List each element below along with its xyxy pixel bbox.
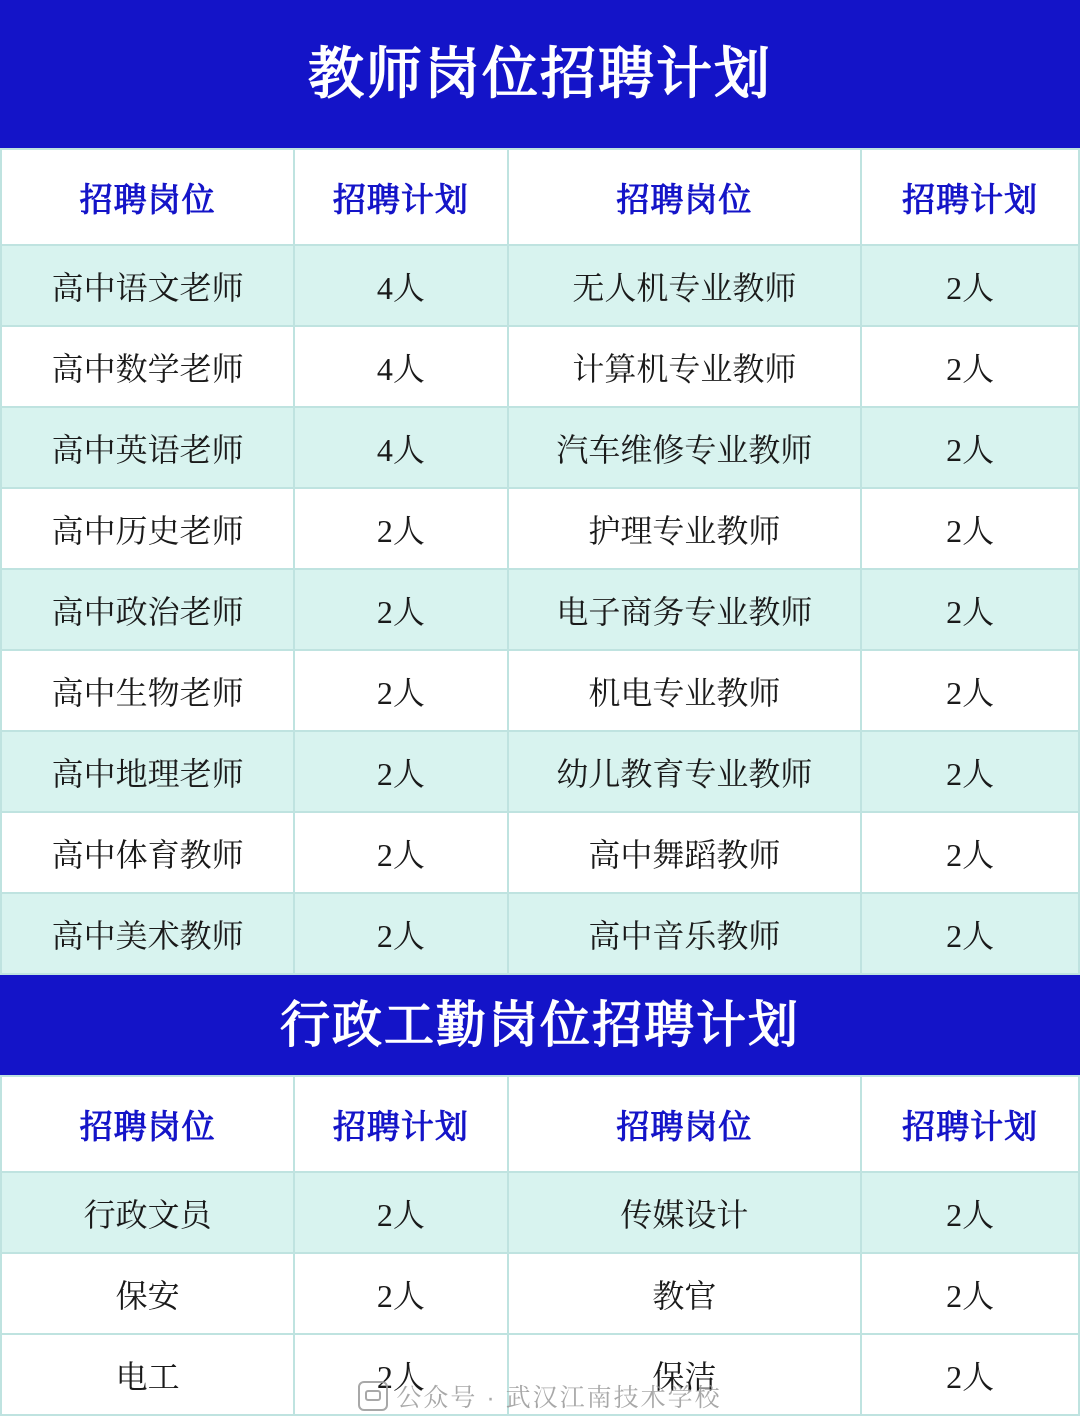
table-row bbox=[1, 1253, 1079, 1334]
cell-position-left: 高中语文老师 bbox=[1, 245, 294, 326]
cell-position-left: 高中政治老师 bbox=[1, 569, 294, 650]
column-header-count-2: 招聘计划 bbox=[861, 149, 1079, 245]
column-header-position-1: 招聘岗位 bbox=[1, 149, 294, 245]
cell-position-left: 电工 bbox=[1, 1334, 294, 1415]
cell-count-left: 2人 bbox=[294, 731, 507, 812]
table-header-row bbox=[1, 149, 1079, 245]
cell-count-left: 2人 bbox=[294, 1172, 507, 1253]
cell-position-right: 高中舞蹈教师 bbox=[508, 812, 862, 893]
admin-section-banner: 行政工勤岗位招聘计划 bbox=[0, 975, 1080, 1075]
cell-count-left: 2人 bbox=[294, 1334, 507, 1415]
cell-count-right: 2人 bbox=[861, 1334, 1079, 1415]
cell-count-left: 2人 bbox=[294, 650, 507, 731]
cell-count-left: 4人 bbox=[294, 245, 507, 326]
teacher-section-banner: 教师岗位招聘计划 bbox=[0, 0, 1080, 148]
table-row bbox=[1, 1172, 1079, 1253]
cell-count-left: 4人 bbox=[294, 326, 507, 407]
column-header-count-1: 招聘计划 bbox=[294, 1076, 507, 1172]
cell-count-right: 2人 bbox=[861, 650, 1079, 731]
table-row bbox=[1, 812, 1079, 893]
cell-position-left: 高中美术教师 bbox=[1, 893, 294, 974]
cell-position-right: 高中音乐教师 bbox=[508, 893, 862, 974]
cell-count-right: 2人 bbox=[861, 893, 1079, 974]
cell-count-left: 2人 bbox=[294, 812, 507, 893]
table-row bbox=[1, 245, 1079, 326]
cell-count-right: 2人 bbox=[861, 731, 1079, 812]
table-row bbox=[1, 488, 1079, 569]
cell-count-right: 2人 bbox=[861, 245, 1079, 326]
cell-count-right: 2人 bbox=[861, 1253, 1079, 1334]
column-header-count-1: 招聘计划 bbox=[294, 149, 507, 245]
cell-position-right: 无人机专业教师 bbox=[508, 245, 862, 326]
cell-count-right: 2人 bbox=[861, 488, 1079, 569]
watermark-text: 公众号 · 武汉江南技术学校 bbox=[396, 1384, 722, 1412]
cell-position-right: 护理专业教师 bbox=[508, 488, 862, 569]
table-row bbox=[1, 893, 1079, 974]
cell-count-left: 2人 bbox=[294, 893, 507, 974]
cell-position-right: 汽车维修专业教师 bbox=[508, 407, 862, 488]
cell-count-left: 2人 bbox=[294, 1253, 507, 1334]
cell-position-left: 高中体育教师 bbox=[1, 812, 294, 893]
table-row bbox=[1, 731, 1079, 812]
column-header-position-1: 招聘岗位 bbox=[1, 1076, 294, 1172]
cell-position-right: 保洁 bbox=[508, 1334, 862, 1415]
cell-position-right: 传媒设计 bbox=[508, 1172, 862, 1253]
cell-position-left: 高中地理老师 bbox=[1, 731, 294, 812]
column-header-position-2: 招聘岗位 bbox=[508, 1076, 862, 1172]
table-row bbox=[1, 650, 1079, 731]
cell-position-left: 高中数学老师 bbox=[1, 326, 294, 407]
cell-position-right: 计算机专业教师 bbox=[508, 326, 862, 407]
cell-count-right: 2人 bbox=[861, 1172, 1079, 1253]
cell-position-left: 保安 bbox=[1, 1253, 294, 1334]
table-row bbox=[1, 569, 1079, 650]
cell-position-left: 高中历史老师 bbox=[1, 488, 294, 569]
table-row bbox=[1, 326, 1079, 407]
cell-position-right: 电子商务专业教师 bbox=[508, 569, 862, 650]
cell-position-left: 高中生物老师 bbox=[1, 650, 294, 731]
admin-plan-table bbox=[0, 1075, 1080, 1416]
cell-count-right: 2人 bbox=[861, 569, 1079, 650]
cell-count-left: 2人 bbox=[294, 488, 507, 569]
cell-count-right: 2人 bbox=[861, 812, 1079, 893]
column-header-position-2: 招聘岗位 bbox=[508, 149, 862, 245]
cell-position-left: 行政文员 bbox=[1, 1172, 294, 1253]
cell-count-right: 2人 bbox=[861, 407, 1079, 488]
teacher-plan-table bbox=[0, 148, 1080, 975]
cell-count-left: 4人 bbox=[294, 407, 507, 488]
cell-count-left: 2人 bbox=[294, 569, 507, 650]
table-row bbox=[1, 407, 1079, 488]
cell-position-right: 机电专业教师 bbox=[508, 650, 862, 731]
column-header-count-2: 招聘计划 bbox=[861, 1076, 1079, 1172]
table-row bbox=[1, 1334, 1079, 1415]
cell-position-right: 教官 bbox=[508, 1253, 862, 1334]
cell-position-left: 高中英语老师 bbox=[1, 407, 294, 488]
cell-count-right: 2人 bbox=[861, 326, 1079, 407]
cell-position-right: 幼儿教育专业教师 bbox=[508, 731, 862, 812]
table-header-row bbox=[1, 1076, 1079, 1172]
